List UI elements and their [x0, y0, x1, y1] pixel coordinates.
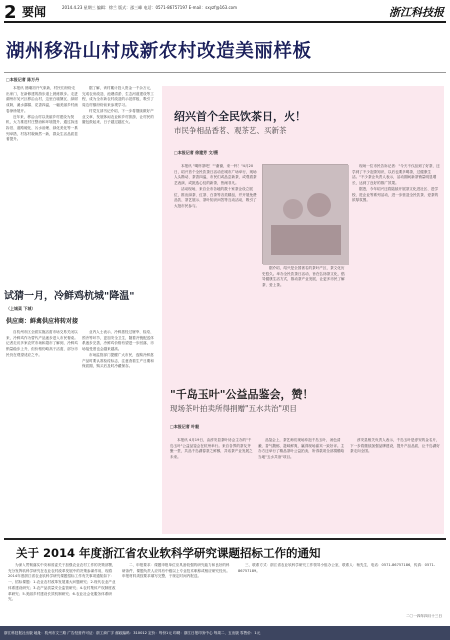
paragraph: 本报讯 晨曦初升气象新，村民们纷纷走出家门，在新修建的游步道上晨练散步。走进湖州市吴兴区移沿山村，这里白墙黛瓦、绿树成荫，溪水潺潺、花香四溢，一幅美丽乡村画卷徐徐展开。 — [6, 86, 78, 113]
issue-meta: 2014.4.23 星期三 编辑：徐兰 版式：邵三峰 电话：0571-86757197 E-mail：sxyzf@163.com — [62, 5, 238, 10]
lead-body-col1 — [6, 86, 78, 254]
lead-body-col2 — [82, 86, 156, 254]
notice-title: 关于 2014 年度浙江省农业软科学研究课题招标工作的通知 — [16, 546, 321, 560]
feature2-title: "千岛玉叶"公益品鉴会，赞！ — [170, 388, 314, 401]
sub-body-col1 — [6, 330, 78, 526]
tea-event-photo — [262, 164, 348, 264]
paragraph: 淳安县相关负责人表示，千岛玉叶是淳安的金名片，下一步将继续加强品牌建设，提升产品品质，让千岛湖好茶走向全国。 — [350, 438, 440, 454]
feature1-col3 — [352, 164, 440, 336]
paragraph: 村党支部书记介绍，下一步将继续做好产业文章，发展休闲农业和乡村旅游，让村民的腰包鼓起来，日子越过越红火。 — [82, 108, 154, 125]
sub-headline: 试猜一月，冷鲜鸡杭城"降温" — [4, 291, 135, 302]
paragraph: 为深入贯彻落实中央和省委关于加强农业农村工作的决策部署，充分发挥软科学研究在农业农村改革发展中的决策参谋作用，现将2014年度浙江省农业软科学研究课题招标工作有关事项通知如下：一、招标课题：1.农业农村改革发展重大问题研究；2.现代农业产业体系建设研究；3.农产品质量安全监管研究；4.农村集体产权制度改革研究；5.美丽乡村建设长效机制研究；6.农业社会化服务体系研究。 — [8, 563, 116, 602]
paragraph: 据悉，今年绍兴还将陆续开展茶文化进社区、进学校、进企业等系列活动，进一步营造全民饮茶、爱茶的浓厚氛围。 — [352, 186, 439, 203]
divider — [4, 72, 446, 73]
paragraph: 自杭州市区全面实施活禽市场交易关闭以来，冷鲜鸡作为替代产品逐步进入市民餐桌。记者走访多家农贸市场和超市了解到，冷鲜鸡销量稳步上升，但价格仍略高于活禽，部分市民仍在观望适应之中。 — [6, 330, 78, 357]
feature1-title: 绍兴首个全民饮茶日，火！ — [174, 110, 306, 123]
sub-byline: （上城菜 下城） — [6, 306, 36, 311]
sub-section-heading: 供应商：鲜禽供应将转对接 — [6, 318, 79, 325]
paragraph: 市场监管部门提醒广大市民，选购冷鲜禽产品时要认准检疫标志，注意查看生产日期和保质期，购买后及时冷藏保存。 — [82, 352, 154, 369]
feature2-col3 — [350, 438, 440, 530]
feature1-col1 — [174, 164, 258, 336]
feature2-col1 — [170, 438, 254, 530]
paragraph: 据了解，该村累计投入资金一千余万元，完成农房改造、池塘清淤、生态河道建设等工程，成为全市新农村改造的示范样板，吸引了周边村镇纷纷前来参观学习。 — [82, 86, 154, 108]
masthead-bar — [4, 3, 446, 23]
sub-body-col2 — [82, 330, 156, 526]
paragraph: 据介绍，绍兴是全国著名的茶叶产区，茶文化历史悠久。举办全民饮茶日活动，旨在弘扬茶文化，倡导健康生活方式，推动茶产业发展，让更多市民了解茶、爱上茶。 — [262, 266, 345, 288]
page-number: 2 — [4, 2, 17, 23]
notice-col3 — [238, 563, 442, 613]
paragraph: 本报讯 4月19日，由淳安县茶叶协会主办的"千岛玉叶"公益品鉴会在杭州举行。来自各界的茶友齐聚一堂，共品千岛湖春茶之鲜醇，共话茶产业发展之未来。 — [170, 438, 253, 460]
notice-col1 — [8, 563, 116, 623]
paragraph: 活动现场，来自全市各地的数十家茶企设立展位，推出绿茶、红茶、白茶等各类精品，并开展免费品饮、茶艺展示、茶叶知识问答等互动活动，吸引了大批市民参与。 — [174, 186, 257, 208]
paragraph: 现场一位市民告诉记者："今天不仅品到了好茶，还学到了不少泡茶知识，以后也要多喝茶，过健康生活。"不少茶企负责人表示，活动期间新茶销量明显增长，达到了良好的推广效果。 — [352, 164, 440, 186]
section-title: 要闻 — [22, 5, 47, 19]
paragraph: 三、联系方式：浙江省农业软科学研究工作领导小组办公室，联系人：杨先生，电话：0571-86757186，传真：0571-86757189。 — [238, 563, 436, 573]
paragraph: 业内人士表示，冷鲜禽经过屠宰、检疫、预冷等环节，更加安全卫生，随着冷链配送体系逐步完善，冷鲜鸡价格有望进一步回落，市场接受度也会越来越高。 — [82, 330, 154, 352]
feature1-subtitle: 市民争相品香茗、观茶艺、买新茶 — [174, 126, 287, 135]
photo-placeholder-icon — [263, 165, 349, 265]
paragraph: 近年来，移沿山村以美丽乡村建设为契机，大力推进村庄整治和环境提升，通过拆违拆旧、道路硬化、污水治理、绿化美化等一系列举措，村容村貌焕然一新，群众生活品质显著提升。 — [6, 114, 78, 142]
footer-bar: 浙江科技报社出版 地址：杭州市文三路 广告经营许可证：浙工商广字 邮政编码：310012 定价：每份1元 印刷：浙江日报印务中心 每周二、五出版 零售价：1元 — [0, 626, 450, 640]
feature2-subtitle: 现场茶叶拍卖所得捐赠"五水共治"项目 — [170, 404, 297, 413]
lead-headline: 湖州移沿山村成新农村改造美丽样板 — [6, 41, 312, 62]
paragraph: 品鉴会上，茶艺师们现场冲泡千岛玉叶，汤色清澈、香气馥郁、滋味鲜爽，赢得现场嘉宾一致好评。主办方还举行了精品茶叶公益拍卖，所得款项全部捐赠给当地"五水共治"项目。 — [258, 438, 345, 460]
feature2-byline: □本报记者 叶毅 — [170, 424, 200, 429]
paragraph: 二、申报要求：课题申报单位应具备较强的研究能力和良好的科研条件，课题负责人应具有中级以上专业技术职称或相应研究经历。申报材料须按要求填写完整，于规定时间内报送。 — [122, 563, 230, 579]
feature2-col2 — [258, 438, 346, 530]
notice-col2 — [122, 563, 232, 623]
lead-byline: □本报记者 陈万丹 — [6, 77, 40, 82]
notice-date: 二〇一四年四月十三日 — [406, 614, 442, 618]
paragraph: 本报讯 "喝杯茶吧！""谢谢，来一杯！"4月20日，绍兴首个全民饮茶日活动在城市广场举行，现场人头攒动、茶香四溢，市民们或品尝新茶，或观看茶艺表演，或挑选心仪的新茶，热闹非凡。 — [174, 164, 257, 186]
newspaper-brand: 浙江科技报 — [389, 6, 444, 19]
notice-top-rule — [4, 538, 446, 540]
feature1-byline: □本报记者 徐建芳 文/摄 — [174, 150, 219, 155]
feature1-col2 — [262, 266, 348, 336]
